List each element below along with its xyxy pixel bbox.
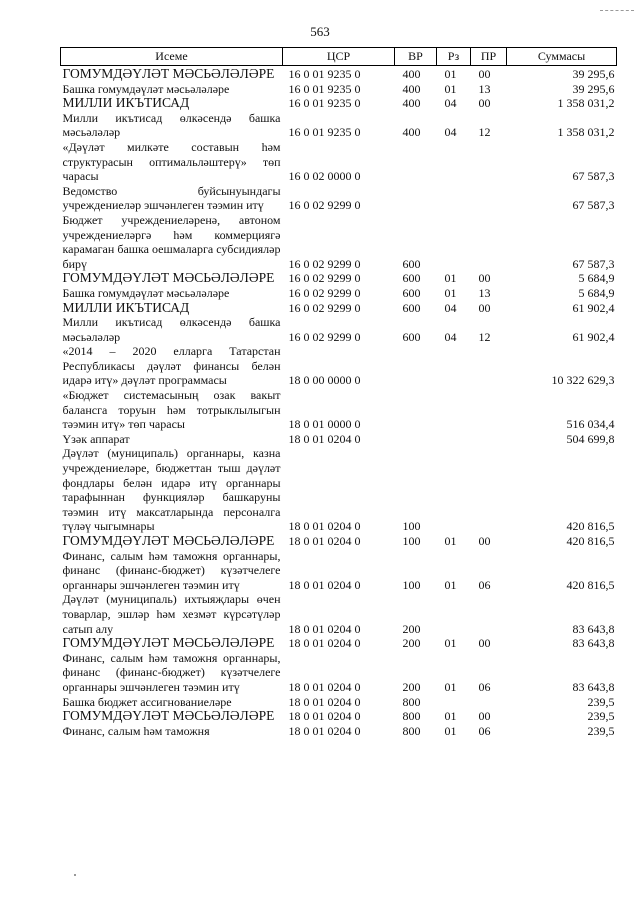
vr-cell: 600: [402, 285, 421, 300]
vr-cell: 400: [402, 96, 421, 111]
header-pr: ПР: [471, 48, 507, 66]
pr-cell: 12: [478, 329, 491, 344]
sum-cell: 239,5: [587, 694, 615, 709]
csr-cell: 16 0 02 9299 0: [288, 300, 361, 315]
name-cell: ГОМУМДӘҮЛӘТ МӘСЬӘЛӘЛӘРЕ: [62, 533, 275, 548]
sum-cell: 67 587,3: [572, 256, 615, 271]
vr-cell: 800: [402, 709, 421, 724]
pr-cell: 13: [478, 81, 491, 96]
pr-cell: 06: [478, 723, 491, 738]
name-cell: ГОМУМДӘҮЛӘТ МӘСЬӘЛӘЛӘРЕ: [62, 635, 275, 651]
rz-cell: [437, 695, 471, 710]
csr-cell: 18 0 01 0204 0: [288, 679, 361, 694]
vr-cell: 800: [402, 723, 421, 738]
rz-cell: 01: [444, 679, 457, 694]
csr-cell: 16 0 02 9299 0: [288, 198, 361, 213]
sum-cell: 504 699,8: [566, 431, 615, 446]
header-csr: ЦСР: [283, 48, 395, 66]
name-cell: Финанс, салым һәм таможня органнары, финанс (финанс-бюджет) күзәтчелеге органнары эшчәнлеген тәэмин итү: [62, 650, 281, 694]
csr-cell: 16 0 02 9299 0: [288, 256, 361, 271]
name-cell: Башка гомумдәүләт мәсьәләләре: [62, 285, 230, 300]
sum-cell: 5 684,9: [578, 271, 615, 286]
rz-cell: 04: [444, 125, 457, 140]
sum-cell: 1 358 031,2: [557, 96, 615, 111]
table-row: [61, 388, 617, 432]
name-cell: ГОМУМДӘҮЛӘТ МӘСЬӘЛӘЛӘРЕ: [62, 270, 275, 286]
vr-cell: [395, 140, 437, 184]
sum-cell: 420 816,5: [566, 577, 615, 592]
rz-cell: 01: [444, 577, 457, 592]
sum-cell: 239,5: [587, 723, 615, 738]
name-cell: Милли икътисад өлкәсендә башка мәсьәләләр: [62, 315, 281, 344]
pr-cell: [471, 213, 507, 271]
sum-cell: 67 587,3: [572, 169, 615, 184]
table-row: [61, 140, 617, 184]
table-row: [61, 315, 617, 344]
vr-cell: 400: [402, 125, 421, 140]
rz-cell: 04: [444, 96, 457, 111]
csr-cell: 18 0 01 0204 0: [288, 519, 361, 534]
sum-cell: 516 034,4: [566, 417, 615, 432]
rz-cell: 01: [444, 636, 457, 651]
vr-cell: 200: [402, 679, 421, 694]
table-row: [61, 709, 617, 724]
vr-cell: 200: [402, 621, 421, 636]
pr-cell: 00: [478, 67, 491, 81]
header-sum: Суммасы: [507, 48, 617, 66]
pr-cell: [471, 446, 507, 534]
name-cell: МИЛЛИ ИКЪТИСАД: [62, 95, 190, 111]
name-cell: Финанс, салым һәм таможня: [62, 723, 210, 738]
csr-cell: 18 0 01 0204 0: [288, 694, 361, 709]
sum-cell: 420 816,5: [566, 519, 615, 534]
pr-cell: [471, 432, 507, 447]
pr-cell: 00: [478, 709, 491, 724]
pr-cell: 13: [478, 285, 491, 300]
pr-cell: 06: [478, 679, 491, 694]
table-row: [61, 432, 617, 447]
sum-cell: 61 902,4: [572, 300, 615, 315]
pr-cell: [471, 140, 507, 184]
csr-cell: 16 0 01 9235 0: [288, 81, 361, 96]
rz-cell: 01: [444, 81, 457, 96]
csr-cell: 16 0 02 9299 0: [288, 271, 361, 286]
rz-cell: [437, 446, 471, 534]
name-cell: ГОМУМДӘҮЛӘТ МӘСЬӘЛӘЛӘРЕ: [62, 66, 275, 81]
vr-cell: 800: [402, 694, 421, 709]
vr-cell: [395, 432, 437, 447]
sum-cell: 239,5: [587, 709, 615, 724]
pr-cell: 06: [478, 577, 491, 592]
vr-cell: 600: [402, 329, 421, 344]
vr-cell: 100: [402, 534, 421, 548]
pr-cell: 00: [478, 96, 491, 111]
name-cell: Башка гомумдәүләт мәсьәләләре: [62, 81, 230, 96]
table-row: [61, 301, 617, 316]
table-row: [61, 636, 617, 651]
table-row: [61, 286, 617, 301]
name-cell: Дәүләт (муниципаль) органнары, казна учреждениеләре, бюджеттан тыш дәүләт фондлары белән идарә итү органнары тарафыннан функцияләр башкаруны тәэмин итү максатларында персоналга түләү чыгымнары: [62, 446, 281, 534]
csr-cell: 18 0 01 0204 0: [288, 709, 361, 724]
table-row: [61, 534, 617, 549]
csr-cell: 18 0 01 0204 0: [288, 431, 361, 446]
pr-cell: 00: [478, 300, 491, 315]
rz-cell: 01: [444, 723, 457, 738]
vr-cell: 600: [402, 271, 421, 286]
sum-cell: 61 902,4: [572, 329, 615, 344]
vr-cell: 200: [402, 636, 421, 651]
name-cell: Башка бюджет ассигнованиеләре: [62, 694, 232, 709]
vr-cell: 400: [402, 81, 421, 96]
vr-cell: [395, 344, 437, 388]
vr-cell: 100: [402, 577, 421, 592]
sum-cell: 1 358 031,2: [557, 125, 615, 140]
pr-cell: 00: [478, 636, 491, 651]
csr-cell: 18 0 00 0000 0: [288, 373, 361, 388]
name-cell: «2014 – 2020 елларга Татарстан Республикасы дәүләт финансы белән идарә итү» дәүләт программасы: [62, 344, 281, 388]
rz-cell: [437, 184, 471, 213]
table-body: [61, 66, 617, 739]
sum-cell: 420 816,5: [566, 534, 615, 548]
name-cell: Бюджет учреждениеләренә, автоном учреждениеләргә һәм коммерциягә карамаган башка оешмаларга субсидияләр бирү: [62, 212, 281, 271]
table-row: [61, 111, 617, 140]
scan-dot: [74, 874, 76, 876]
sum-cell: 67 587,3: [572, 198, 615, 213]
table-row: [61, 271, 617, 286]
sum-cell: 39 295,6: [572, 81, 615, 96]
table-header-row: [61, 48, 617, 66]
table-row: [61, 213, 617, 271]
name-cell: Финанс, салым һәм таможня органнары, финанс (финанс-бюджет) күзәтчелеге органнары эшчәнлеген тәэмин итү: [62, 548, 281, 592]
name-cell: Дәүләт (муниципаль) ихтыяҗлары өчен товарлар, эшләр һәм хезмәт күрсәтүләр сатып алу: [62, 592, 281, 636]
name-cell: МИЛЛИ ИКЪТИСАД: [62, 299, 190, 315]
table-row: [61, 724, 617, 739]
vr-cell: 600: [402, 256, 421, 271]
header-vr: ВР: [395, 48, 437, 66]
pr-cell: [471, 695, 507, 710]
rz-cell: [437, 432, 471, 447]
csr-cell: 18 0 01 0204 0: [288, 577, 361, 592]
table-row: [61, 82, 617, 97]
pr-cell: [471, 184, 507, 213]
vr-cell: 100: [402, 519, 421, 534]
vr-cell: 400: [402, 67, 421, 81]
table-row: [61, 96, 617, 111]
table-row: [61, 592, 617, 636]
rz-cell: 04: [444, 300, 457, 315]
budget-table: [60, 47, 617, 738]
csr-cell: 16 0 01 9235 0: [288, 125, 361, 140]
csr-cell: 18 0 01 0204 0: [288, 723, 361, 738]
header-rz: Рз: [437, 48, 471, 66]
sum-cell: 83 643,8: [572, 679, 615, 694]
header-name: Исеме: [61, 48, 283, 66]
rz-cell: 01: [444, 271, 457, 286]
rz-cell: 01: [444, 285, 457, 300]
pr-cell: 00: [478, 271, 491, 286]
rz-cell: 01: [444, 67, 457, 81]
csr-cell: 18 0 01 0000 0: [288, 417, 361, 432]
csr-cell: 16 0 02 0000 0: [288, 169, 361, 184]
rz-cell: [437, 140, 471, 184]
pr-cell: [471, 592, 507, 636]
csr-cell: 16 0 02 9299 0: [288, 285, 361, 300]
corner-mark: [600, 10, 634, 11]
csr-cell: 16 0 01 9235 0: [288, 96, 361, 111]
sum-cell: 10 322 629,3: [551, 373, 615, 388]
name-cell: «Бюджет системасының озак вакыт балансга торуын һәм тотрыклылыгын тәэмин итү» төп чарасы: [62, 388, 281, 432]
rz-cell: [437, 388, 471, 432]
vr-cell: [395, 388, 437, 432]
table-row: [61, 66, 617, 82]
pr-cell: 12: [478, 125, 491, 140]
table-row: [61, 549, 617, 593]
name-cell: Милли икътисад өлкәсендә башка мәсьәләләр: [62, 110, 281, 140]
sum-cell: 83 643,8: [572, 621, 615, 636]
name-cell: Ведомство буйсынуындагы учреждениеләр эшчәнлеген тәэмин итү: [62, 183, 281, 213]
name-cell: ГОМУМДӘҮЛӘТ МӘСЬӘЛӘЛӘРЕ: [62, 708, 275, 724]
pr-cell: [471, 388, 507, 432]
table-row: [61, 651, 617, 695]
rz-cell: [437, 344, 471, 388]
sum-cell: 83 643,8: [572, 636, 615, 651]
table-row: [61, 184, 617, 213]
rz-cell: [437, 592, 471, 636]
sum-cell: 5 684,9: [578, 285, 615, 300]
table-row: [61, 446, 617, 534]
vr-cell: 600: [402, 300, 421, 315]
name-cell: «Дәүләт милкәте составын һәм структурасын оптимальләштерү» төп чарасы: [62, 139, 281, 184]
pr-cell: 00: [478, 534, 491, 548]
table-row: [61, 695, 617, 710]
csr-cell: 16 0 01 9235 0: [288, 67, 361, 81]
table-row: [61, 344, 617, 388]
rz-cell: 01: [444, 534, 457, 548]
sum-cell: 39 295,6: [572, 67, 615, 81]
rz-cell: 04: [444, 329, 457, 344]
csr-cell: 18 0 01 0204 0: [288, 621, 361, 636]
csr-cell: 18 0 01 0204 0: [288, 534, 361, 548]
pr-cell: [471, 344, 507, 388]
rz-cell: [437, 213, 471, 271]
csr-cell: 18 0 01 0204 0: [288, 636, 361, 651]
csr-cell: 16 0 02 9299 0: [288, 329, 361, 344]
page-number: 563: [310, 24, 330, 39]
name-cell: Үзәк аппарат: [62, 431, 130, 446]
rz-cell: 01: [444, 709, 457, 724]
vr-cell: [395, 184, 437, 213]
